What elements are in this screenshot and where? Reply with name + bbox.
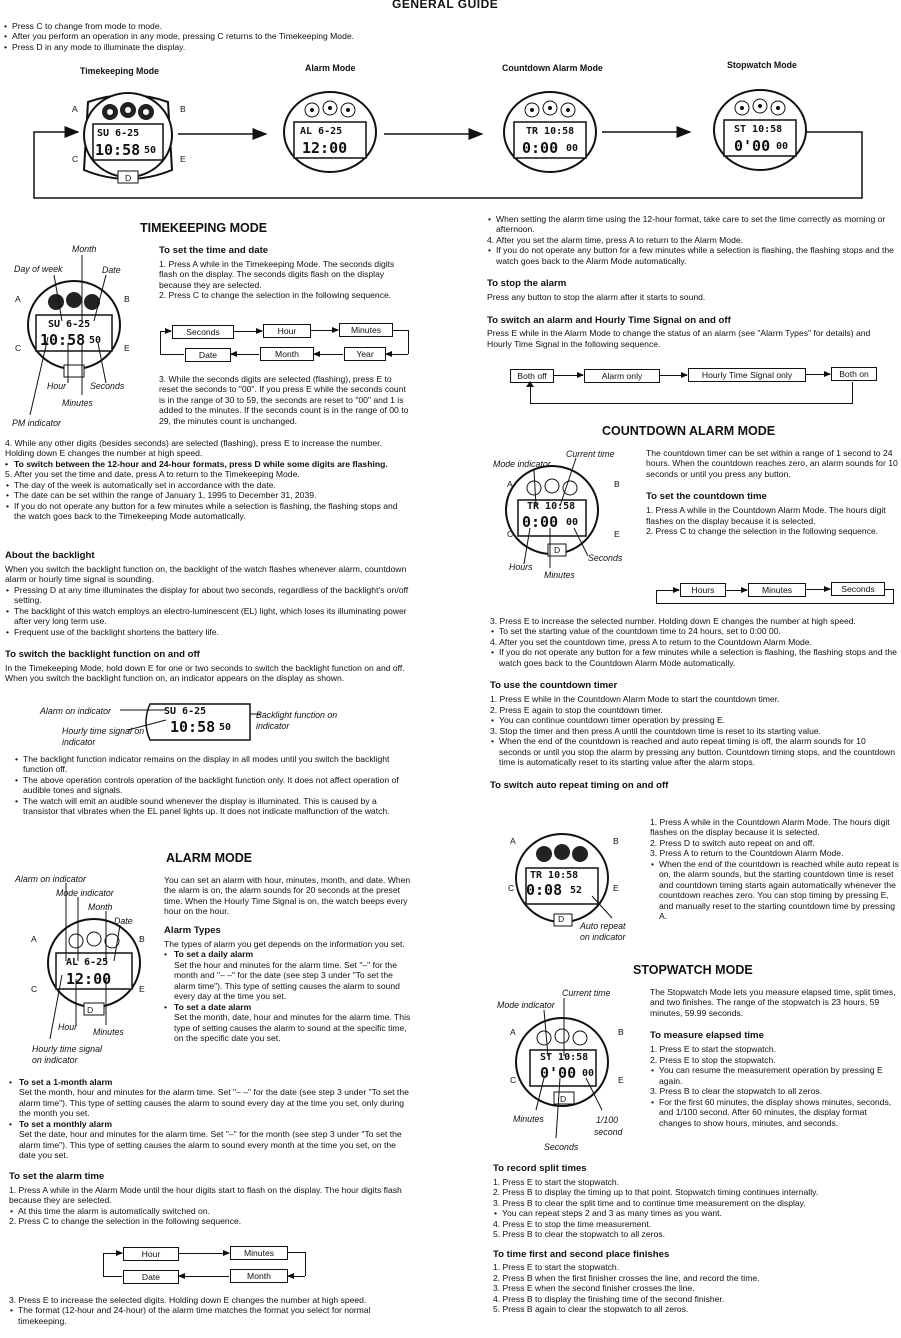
switch-alarm-heading: To switch an alarm and Hourly Time Signal on and off [487, 314, 731, 326]
label-current-time: Current time [562, 988, 611, 998]
button-c-label: C [507, 529, 514, 539]
label-hour: Hour [58, 1022, 78, 1032]
tk-steps-lower [5, 438, 411, 522]
countdown-set4b: • If you do not operate any button for a few minutes while a selection is flashing, the flashing stops and the watch goes back to the Countdown Alarm Mode automatically. [499, 647, 898, 668]
st-display-sec: 00 [776, 141, 789, 152]
tk-step5: 5. After you set the time and date, press A to return to the Timekeeping Mode. [5, 469, 300, 480]
button-a-label: A [510, 836, 516, 846]
countdown-heading: COUNTDOWN ALARM MODE [602, 424, 776, 438]
tr-display-sec: 00 [566, 517, 579, 528]
label-backlight-on: Backlight function on indicator [256, 710, 338, 731]
label-day-of-week: Day of week [14, 264, 63, 274]
tk-step3: 3. While the seconds digits are selected (flashing), press E to reset the seconds to "00". If you press E while the seconds count is in the range of 30 to 59, the seconds are reset to "00" and 1 is added to the minutes. If the seconds count is in the range of 00 to 29, the minutes count is unchanged. [159, 374, 409, 426]
button-c-label: C [72, 154, 79, 164]
mode-title-alarm: Alarm Mode [305, 63, 356, 73]
monthly-alarm-text: Set the date, hour and minutes for the alarm time. Set "–" for the month (see step 3 under "To set the alarm time"). This type of setting causes the alarm to sound every month at the time you set, on the date you set. [19, 1129, 402, 1161]
elapsed-heading: To measure elapsed time [650, 1030, 764, 1042]
finish-4: 4. Press B to display the finishing time of the second finisher. [493, 1293, 725, 1304]
button-a-label: A [15, 294, 21, 304]
st-display-top: ST 10:58 [540, 1052, 589, 1063]
switch-alarm-text: Press E while in the Alarm Mode to change the status of an alarm (see "Alarm Types" for details) and Hourly Time Signal in the following sequence. [487, 328, 871, 349]
seq-minutes: Minutes [748, 583, 806, 597]
backlight-section [5, 550, 411, 684]
backlight-note: • The backlight of this watch employs an electro-luminescent (EL) light, which loses its illuminating power after very long term use. [14, 606, 411, 627]
button-b-label: B [180, 104, 186, 114]
countdown-intro-block [646, 448, 898, 537]
st-display-top: ST 10:58 [734, 124, 783, 135]
label-seconds: Seconds [588, 553, 623, 563]
date-alarm-text: Set the month, date, hour and minutes for the alarm time. This type of setting causes the alarm to sound at the specific time, on the specific date you set. [174, 1012, 411, 1043]
alarm-display-top: AL 6-25 [66, 957, 109, 968]
tk-step3-block [159, 374, 411, 426]
alarm-set-lower [9, 1295, 415, 1326]
label-second: second [594, 1127, 623, 1137]
finish-5: 5. Press B again to clear the stopwatch to all zeros. [493, 1304, 689, 1315]
stop-alarm-heading: To stop the alarm [487, 278, 567, 290]
tr-display-top: TR 10:58 [526, 126, 575, 137]
auto-display-main: 0:08 [526, 881, 563, 899]
elapsed-2b: • You can resume the measurement operation by pressing E again. [659, 1065, 900, 1086]
countdown-set4: 4. After you set the countdown time, press A to return to the Countdown Alarm Mode. [490, 636, 812, 647]
countdown-set-heading: To set the countdown time [646, 491, 767, 503]
tk-step2: 2. Press C to change the selection in the following sequence. [159, 290, 392, 301]
label-seconds: Seconds [90, 381, 125, 391]
countdown-set3b: • To set the starting value of the countdown time to 24 hours, set to 0:00 00. [499, 626, 898, 636]
label-pm-indicator: PM indicator [12, 418, 61, 428]
label-hundredth: 1/100 [596, 1115, 619, 1125]
daily-alarm: • To set a daily alarm Set the hour and minutes for the alarm time. Set "–" for the month and "– –" for the date (see step 3 under "To set the alarm time"). This type of setting causes the alarm to sound every day at the time you set. [164, 949, 414, 1001]
button-d-label: D [125, 173, 132, 183]
label-hour: Hour [47, 381, 67, 391]
after-note: • The backlight function indicator remains on the display in all modes until you switch the backlight function off. [23, 754, 412, 775]
countdown-use3b: • When the end of the countdown is reached and auto repeat timing is off, the alarm sounds for 10 seconds or until you stop the alarm by pressing any button. Countdown timing stops, and the countdown time is automatically reset to its starting value after the alarm stops. [499, 736, 898, 767]
label-auto-repeat: Auto repeat [580, 921, 626, 931]
label-seconds: Seconds [544, 1142, 579, 1152]
button-d-label: D [560, 1094, 567, 1104]
button-e-label: E [618, 1075, 624, 1085]
label-current-time: Current time [566, 449, 615, 459]
elapsed-3b: • For the first 60 minutes, the display shows minutes, seconds, and 1/100 second. After 60 minutes, the display format changes to show hours, minutes, and seconds. [659, 1097, 900, 1128]
alarm-set2: 2. Press C to change the selection in the following sequence. [9, 1216, 242, 1227]
button-e-label: E [139, 984, 145, 994]
status-hourly-only: Hourly Time Signal only [688, 368, 806, 382]
tk-display-top: SU 6-25 [48, 319, 91, 330]
status-both-off: Both off [510, 369, 554, 383]
finish-2: 2. Press B when the first finisher crosses the line, and record the time. [493, 1272, 760, 1283]
backlight-switch-heading: To switch the backlight function on and off [5, 649, 200, 661]
seq-hours: Hours [680, 583, 726, 597]
status-both-on: Both on [831, 367, 877, 381]
daily-alarm-heading: To set a daily alarm [174, 949, 254, 960]
backlight-heading: About the backlight [5, 550, 95, 561]
seq-date: Date [185, 348, 231, 362]
button-e-label: E [614, 529, 620, 539]
label-mode-indicator: Mode indicator [497, 1000, 555, 1010]
stopwatch-intro-block [650, 987, 900, 1128]
date-alarm: • To set a date alarm Set the month, date, hour and minutes for the alarm time. This type of setting causes the alarm to sound at the specific time, on the specific date you set. [164, 1002, 414, 1044]
label-hourly-2: on indicator [32, 1055, 78, 1065]
label-mode-indicator: Mode indicator [56, 888, 114, 898]
button-e-label: E [613, 883, 619, 893]
backlight-note: • Pressing D at any time illuminates the display for about two seconds, regardless of the backlight's on/off setting. [14, 585, 411, 606]
countdown-use1: 1. Press E while in the Countdown Alarm Mode to start the countdown timer. [490, 694, 780, 705]
button-b-label: B [124, 294, 130, 304]
monthly-alarm: • To set a monthly alarm Set the date, hour and minutes for the alarm time. Set "–" for the month (see step 3 under "To set the alarm time"). This type of setting causes the alarm to sound every month at the time you set, on the date you set. [9, 1119, 415, 1161]
alarm-intro: You can set an alarm with hour, minutes, month, and date. When the alarm is on, the alarm sounds for 20 seconds at the preset time. When the Hourly Time Signal is on, the watch beeps every hour on the hour. [164, 875, 411, 917]
st-display-sec: 00 [582, 1068, 595, 1079]
button-e-label: E [124, 343, 130, 353]
seq-minutes: Minutes [339, 323, 393, 337]
label-month: Month [88, 902, 113, 912]
alarm-col2-b1: • When setting the alarm time using the 12-hour format, take care to set the time correctly as morning or afternoon. [496, 214, 895, 235]
tk-set-heading: To set the time and date [159, 245, 269, 256]
st-display-main: 0'00 [734, 137, 771, 155]
alarm-display-main: 12:00 [66, 970, 112, 988]
button-a-label: A [72, 104, 78, 114]
button-c-label: C [31, 984, 38, 994]
split-5: 5. Press B to clear the stopwatch to all zeros. [493, 1229, 665, 1240]
status-alarm-only: Alarm only [584, 369, 660, 383]
countdown-use2b: • You can continue countdown timer operation by pressing E. [499, 715, 898, 725]
label-minutes: Minutes [544, 570, 575, 580]
month1-alarm-heading: To set a 1-month alarm [19, 1077, 113, 1087]
label-minutes: Minutes [93, 1027, 124, 1037]
month1-alarm: • To set a 1-month alarm Set the month, hour and minutes for the alarm time. Set "– –" for the date (see step 3 under "To set the alarm time"). This type of setting causes the alarm to sound every day at the time you set, only during the month you set. [9, 1077, 415, 1119]
backlight-switch-text: In the Timekeeping Mode, hold down E for one or two seconds to switch the backlight function on and off. When you switch the backlight function on, an indicator appears on the display as shown. [5, 662, 405, 684]
mode-title-countdown: Countdown Alarm Mode [502, 63, 603, 73]
split-3b: • You can repeat steps 2 and 3 as many times as you want. [502, 1208, 898, 1218]
button-c-label: C [508, 883, 515, 893]
split-section [493, 1163, 898, 1315]
mode-title-timekeeping: Timekeeping Mode [80, 66, 160, 76]
button-d-label: D [558, 914, 565, 924]
mode-title-stopwatch: Stopwatch Mode [727, 60, 797, 70]
label-minutes: Minutes [62, 398, 93, 408]
al-display-top: AL 6-25 [300, 126, 343, 137]
label-date: Date [114, 916, 133, 926]
split-1: 1. Press E to start the stopwatch. [493, 1176, 620, 1187]
button-a-label: A [31, 934, 37, 944]
countdown-use-heading: To use the countdown timer [490, 680, 618, 692]
tk-display-top: SU 6-25 [164, 706, 207, 717]
button-c-label: C [510, 1075, 517, 1085]
stopwatch-heading: STOPWATCH MODE [633, 963, 753, 977]
timekeeping-heading: TIMEKEEPING MODE [140, 221, 268, 235]
seq-seconds: Seconds [831, 582, 885, 596]
backlight-note: • Frequent use of the backlight shortens the battery life. [14, 627, 411, 637]
tr-display-top: TR 10:58 [530, 870, 579, 881]
split-2: 2. Press B to display the timing up to that point. Stopwatch timing continues internally. [493, 1187, 819, 1198]
button-a-label: A [510, 1027, 516, 1037]
alarm-set1b: • At this time the alarm is automatically switched on. [18, 1206, 415, 1216]
seq-hour: Hour [263, 324, 311, 338]
alarm-col2-4: 4. After you set the alarm time, press A to return to the Alarm Mode. [487, 234, 744, 245]
seq-year: Year [344, 347, 386, 361]
al-display-main: 12:00 [302, 139, 348, 157]
after-note: • The watch will emit an audible sound whenever the display is illuminated. This is caused by a transistor that vibrates when the EL panel lights up. It does not indicate malfunction of the watch. [23, 796, 412, 817]
stop-alarm-text: Press any button to stop the alarm after it starts to sound. [487, 292, 706, 303]
label-hourly-on: Hourly time signal on indicator [62, 726, 145, 747]
auto-step1: 1. Press A while in the Countdown Alarm Mode. The hours digit flashes on the display because it is selected. [650, 817, 890, 838]
month1-alarm-text: Set the month, hour and minutes for the alarm time. Set "– –" for the date (see step 3 under "To set the alarm time"). This type of setting causes the alarm to sound every day at the time you set, only during the month you set. [19, 1087, 409, 1119]
tk-set-section [159, 245, 411, 301]
tk-note: • The day of the week is automatically set in accordance with the date. [14, 480, 411, 490]
alarm-set-heading: To set the alarm time [9, 1170, 105, 1182]
countdown-set1: 1. Press A while in the Countdown Alarm Mode. The hours digit flashes on the display because it is selected. [646, 505, 886, 526]
label-month: Month [72, 244, 97, 254]
label-auto-repeat-2: on indicator [580, 932, 626, 942]
countdown-set3: 3. Press E to increase the selected number. Holding down E changes the number at high speed. [490, 616, 856, 626]
label-alarm-on: Alarm on indicator [40, 706, 111, 716]
alarm-set3b: • The format (12-hour and 24-hour) of the alarm time matches the format you select for normal timekeeping. [18, 1305, 415, 1326]
seq-month: Month [260, 347, 314, 361]
alarm-col2-b2: • If you do not operate any button for a few minutes while a selection is flashing, the flashing stops and the watch goes back to the Alarm Mode automatically. [496, 245, 895, 266]
daily-alarm-text: Set the hour and minutes for the alarm time. Set "–" for the month and "– –" for the date (see step 3 under "To set the alarm time"). This type of setting causes the alarm to sound every day at the time you set. [174, 959, 400, 1002]
tk-display-sec: 50 [89, 335, 102, 346]
finish-3: 3. Press E when the second finisher crosses the line. [493, 1283, 695, 1294]
tk-note: • The date can be set within the range of January 1, 1995 to December 31, 2039. [14, 490, 411, 500]
tk-note: • If you do not operate any button for a few minutes while a selection is flashing, the flashing stops and the watch goes back to the Timekeeping Mode automatically. [14, 501, 411, 522]
general-notes [12, 21, 432, 52]
label-date: Date [102, 265, 121, 275]
auto-display-sec: 52 [570, 885, 583, 896]
elapsed-1: 1. Press E to start the stopwatch. [650, 1044, 777, 1055]
seq-seconds: Seconds [172, 325, 234, 339]
tk-display-sec: 50 [219, 722, 232, 733]
seq-date: Date [123, 1270, 179, 1284]
auto-repeat-steps [650, 817, 900, 922]
tk-step4: 4. While any other digits (besides seconds) are selected (flashing), press E to increase the number. Holding down E changes the number at high speed. [5, 438, 382, 459]
countdown-set2: 2. Press C to change the selection in the following sequence. [646, 526, 879, 537]
tr-display-sec: 00 [566, 143, 579, 154]
tk-step4b-text: To switch between the 12-hour and 24-hour formats, press D while some digits are flashing. [14, 458, 388, 469]
alarm-cont-block [487, 214, 895, 349]
countdown-use2: 2. Press E again to stop the countdown timer. [490, 704, 663, 715]
auto-step2: 2. Press D to switch auto repeat on and off. [650, 837, 815, 848]
tk-step4b: • To switch between the 12-hour and 24-hour formats, press D while some digits are flashing. [5, 458, 388, 469]
button-d-label: D [87, 1005, 94, 1015]
stopwatch-intro: The Stopwatch Mode lets you measure elapsed time, split times, and two finishes. The range of the stopwatch is 23 hours, 59 minutes, 59.99 seconds. [650, 987, 896, 1018]
countdown-use3: 3. Stop the timer and then press A until the countdown time is reset to its starting value. [490, 725, 822, 736]
button-b-label: B [618, 1027, 624, 1037]
auto-step3b: • When the end of the countdown is reached while auto repeat is on, the alarm sounds, but the starting countdown time is reset and countdown timing starts again automatically whenever the countdown reaches zero. You can stop timing by pressing E, and manually reset to the starting countdown time by pressing A. [659, 859, 900, 922]
label-hourly: Hourly time signal [32, 1044, 102, 1054]
button-b-label: B [614, 479, 620, 489]
tk-display-main: 10:58 [170, 718, 216, 736]
countdown-steps-lower [490, 616, 898, 793]
alarm-set3: 3. Press E to increase the selected digits. Holding down E changes the number at high speed. [9, 1295, 367, 1305]
monthly-alarm-heading: To set a monthly alarm [19, 1118, 112, 1129]
general-note: • Press D in any mode to illuminate the display. [12, 42, 432, 52]
button-c-label: C [15, 343, 22, 353]
countdown-auto-heading: To switch auto repeat timing on and off [490, 779, 669, 791]
finish-1: 1. Press E to start the stopwatch. [493, 1262, 620, 1273]
arrow-up-icon [526, 381, 534, 387]
elapsed-3: 3. Press B to clear the stopwatch to all zeros. [650, 1086, 822, 1097]
label-alarm-on: Alarm on indicator [15, 874, 86, 884]
st-display-main: 0'00 [540, 1064, 577, 1082]
seq-minutes: Minutes [230, 1246, 288, 1260]
alarm-set1: 1. Press A while in the Alarm Mode until the hour digits start to flash on the display. The hour digits flash because they are selected. [9, 1184, 402, 1206]
general-note: • Press C to change from mode to mode. [12, 21, 432, 31]
split-heading: To record split times [493, 1163, 587, 1174]
label-minutes: Minutes [513, 1114, 544, 1124]
button-e-label: E [180, 154, 186, 164]
after-note: • The above operation controls operation of the backlight function only. It does not affect operation of audible tones and signals. [23, 775, 412, 796]
tr-display-main: 0:00 [522, 139, 559, 157]
tk-display-top: SU 6-25 [97, 128, 140, 139]
button-a-label: A [507, 479, 513, 489]
label-mode-indicator: Mode indicator [493, 459, 551, 469]
finish-heading: To time first and second place finishes [493, 1248, 670, 1260]
button-b-label: B [139, 934, 145, 944]
backlight-after-notes [14, 754, 412, 817]
backlight-text: When you switch the backlight function on, the backlight of the watch flashes whenever alarm, countdown alarm or hourly time signal is sounding. [5, 563, 407, 585]
tk-display-main: 10:58 [95, 141, 141, 159]
tr-display-main: 0:00 [522, 513, 559, 531]
tr-display-top: TR 10:58 [527, 501, 576, 512]
seq-month: Month [230, 1269, 288, 1283]
alarm-types-heading: Alarm Types [164, 924, 221, 936]
alarm-intro-block [164, 875, 414, 1043]
alarm-types-lower [9, 1077, 415, 1227]
date-alarm-heading: To set a date alarm [174, 1001, 252, 1012]
button-b-label: B [613, 836, 619, 846]
countdown-intro: The countdown timer can be set within a range of 1 second to 24 hours. When the countdown reaches zero, an alarm sounds for 10 seconds or until you press any button. [646, 448, 898, 479]
seq-hour: Hour [123, 1247, 179, 1261]
elapsed-2: 2. Press E to stop the stopwatch. [650, 1054, 776, 1065]
label-hours: Hours [509, 562, 533, 572]
split-4: 4. Press E to stop the time measurement. [493, 1218, 652, 1229]
tk-step1: 1. Press A while in the Timekeeping Mode. The seconds digits flash on the display. The seconds digits flash on the display because they are selected. [159, 258, 395, 290]
alarm-heading: ALARM MODE [166, 851, 253, 865]
split-3: 3. Press B to clear the split time and to continue time measurement on the display. [493, 1197, 806, 1208]
tk-display-sec: 50 [144, 145, 157, 156]
tk-display-main: 10:58 [40, 331, 86, 349]
page-title: GENERAL GUIDE [392, 0, 499, 11]
alarm-types-intro: The types of alarm you get depends on the information you set. [164, 938, 405, 949]
auto-step3: 3. Press A to return to the Countdown Alarm Mode. [650, 848, 844, 859]
general-note: • After you perform an operation in any mode, pressing C returns to the Timekeeping Mode. [12, 31, 432, 41]
button-d-label: D [554, 545, 561, 555]
